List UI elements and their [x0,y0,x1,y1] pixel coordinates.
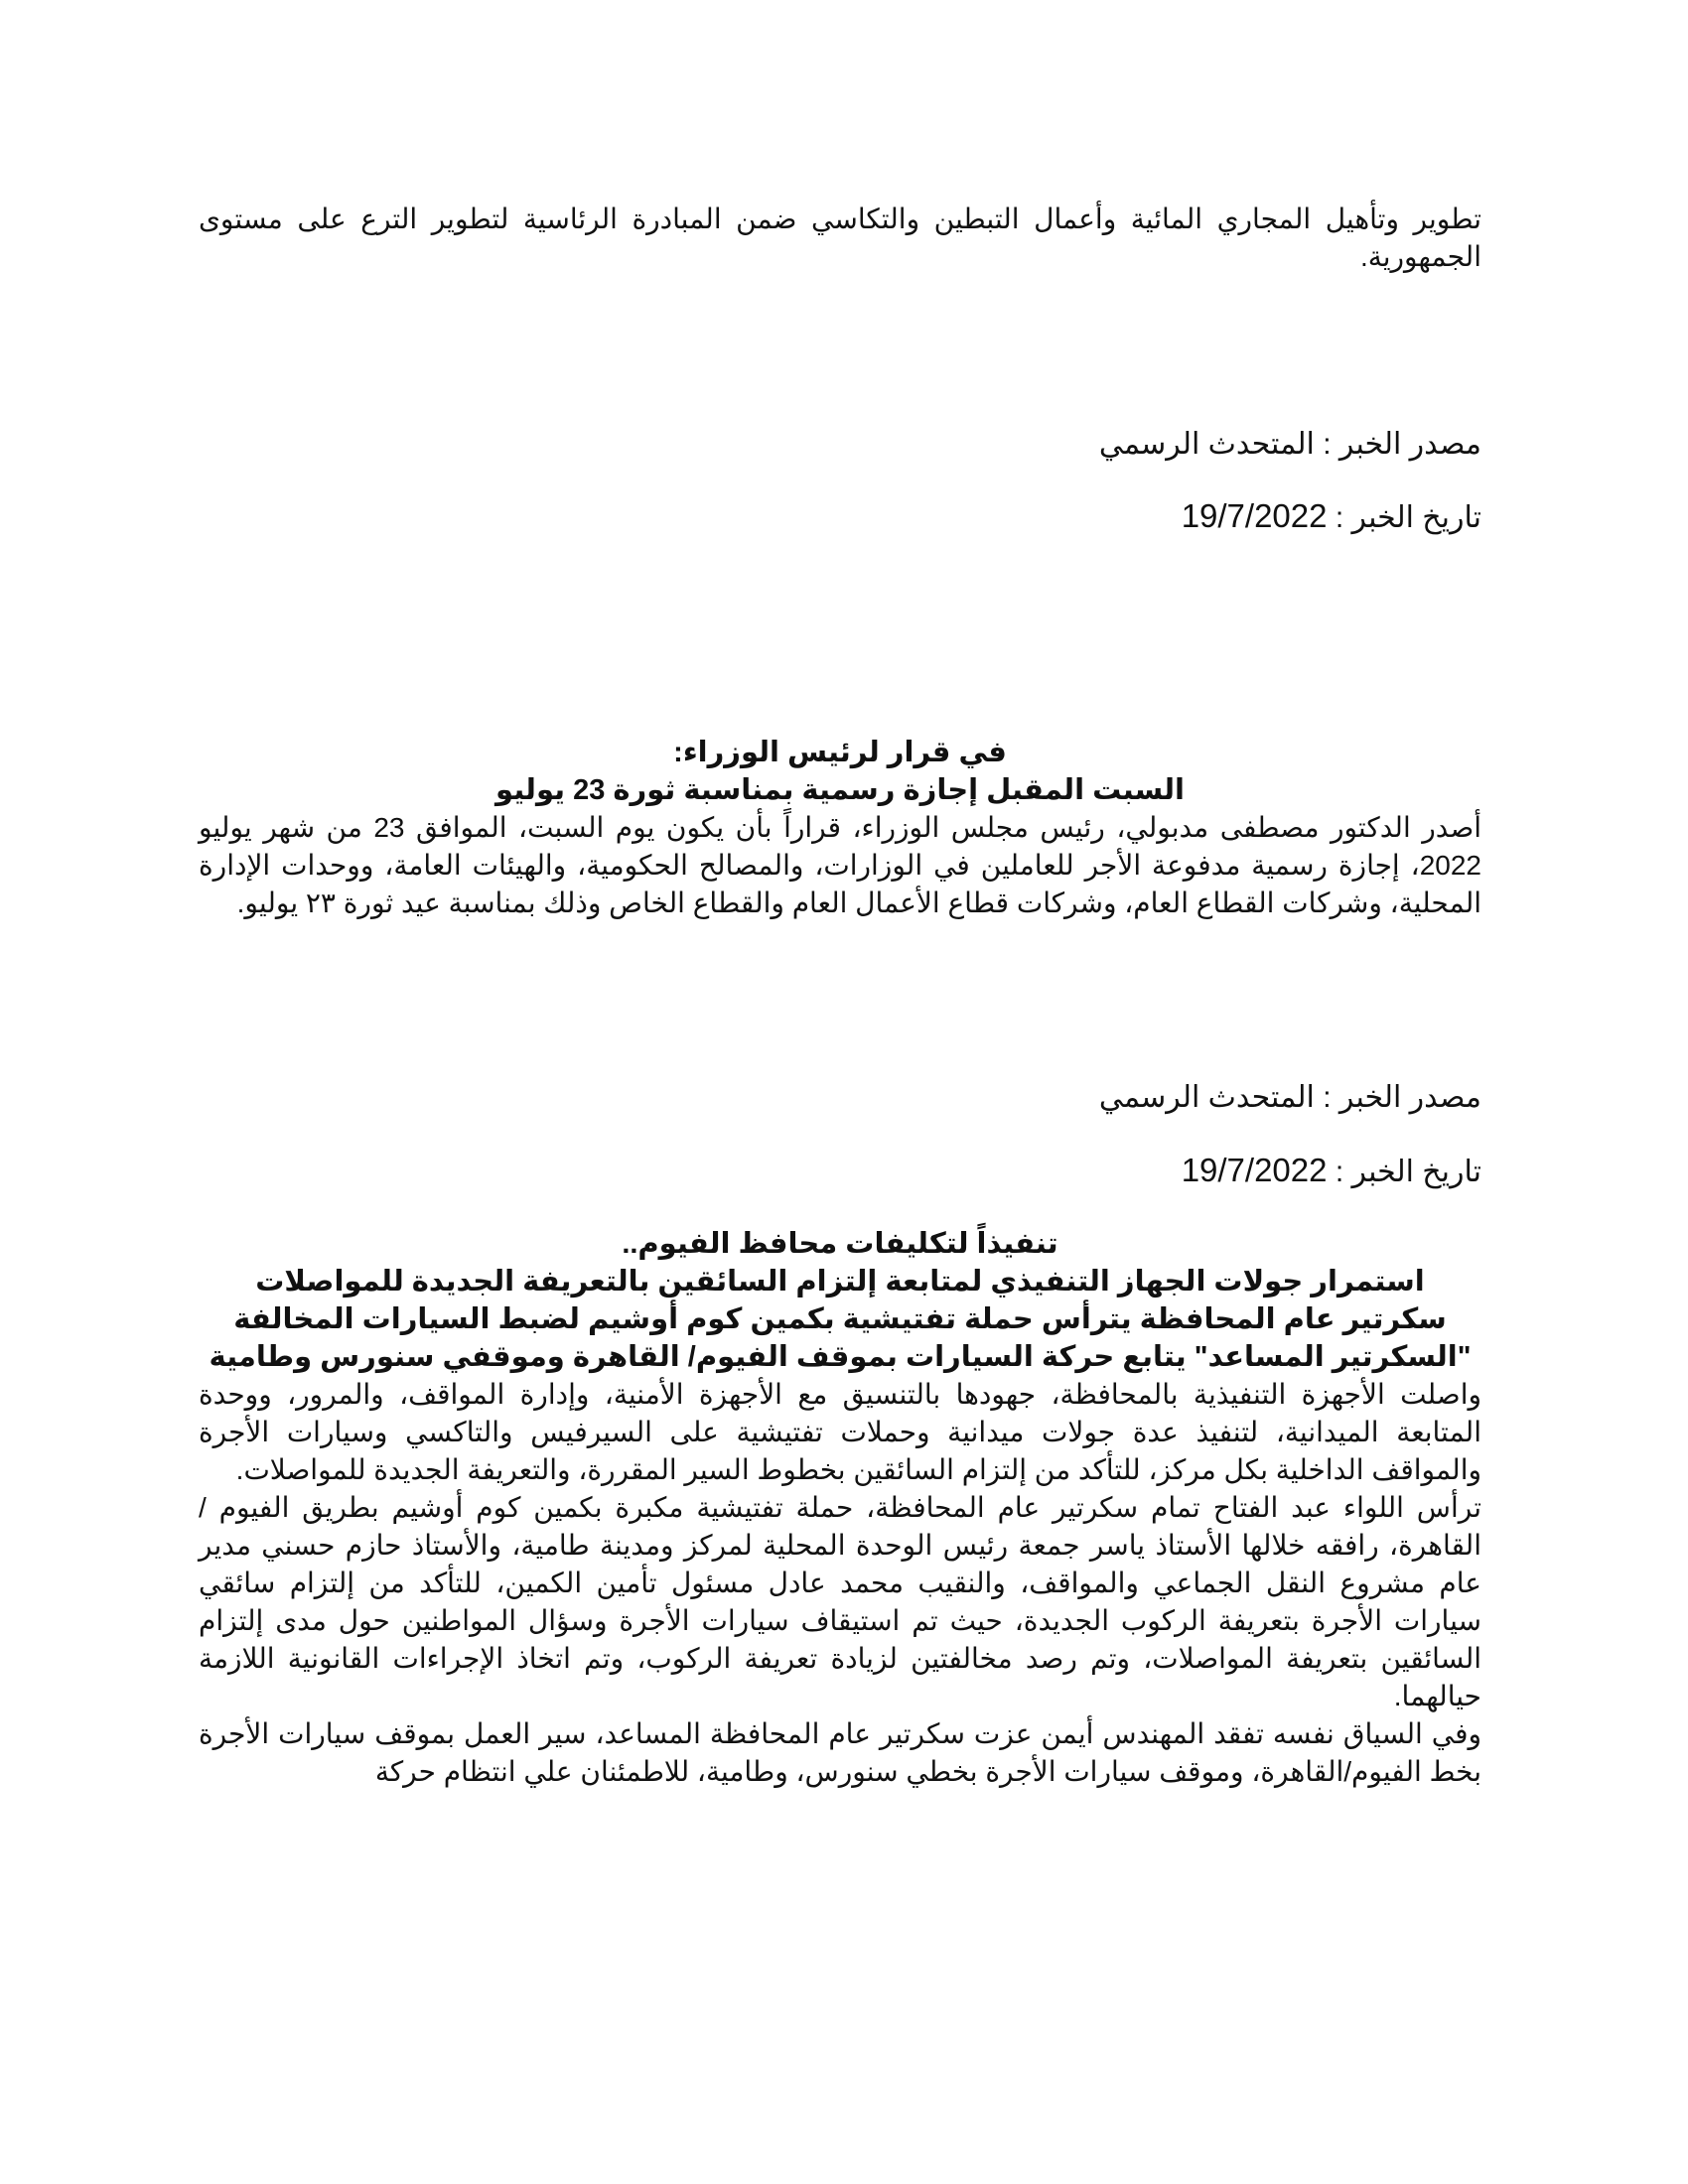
source-line: مصدر الخبر : المتحدث الرسمي [1098,1081,1481,1114]
news-headline: "السكرتير المساعد" يتابع حركة السيارات بموقف الفيوم/ القاهرة وموقفي سنورس وطامية [209,1341,1472,1373]
date-label: تاريخ الخبر : [1335,1156,1481,1188]
news-headline: استمرار جولات الجهاز التنفيذي لمتابعة إلتزام السائقين بالتعريفة الجديدة للمواصلات [255,1266,1425,1297]
news-headline: في قرار لرئيس الوزراء: [673,737,1007,768]
news-paragraph: واصلت الأجهزة التنفيذية بالمحافظة، جهودها بالتنسيق مع الأجهزة الأمنية، وإدارة المواقف، والمرور، ووحدة المتابعة الميدانية، لتنفيذ عدة جولات ميدانية وحملات تفتيشية على السيرفيس والتاكسي وسيارات الأجرة والمواقف الداخلية بكل مركز، للتأكد من إلتزام السائقين بخطوط السير المقررة، والتعريفة الجديدة للمواصلات. [199,1379,1481,1485]
news-item-fayoum [199,1225,1481,1791]
source-line: مصدر الخبر : المتحدث الرسمي [1098,428,1481,461]
news-headline: تنفيذاً لتكليفات محافظ الفيوم.. [622,1228,1058,1260]
news-item-holiday [199,734,1481,922]
news-headline: سكرتير عام المحافظة يترأس حملة تفتيشية بكمين كوم أوشيم لضبط السيارات المخالفة [233,1303,1447,1335]
news-paragraph: ترأس اللواء عبد الفتاح تمام سكرتير عام المحافظة، حملة تفتيشية مكبرة بكمين كوم أوشيم بطريق الفيوم / القاهرة، رافقه خلالها الأستاذ ياسر جمعة رئيس الوحدة المحلية لمركز ومدينة طامية، والأستاذ حازم حسني مدير عام مشروع النقل الجماعي والمواقف، والنقيب محمد عادل مسئول تأمين الكمين، للتأكد من إلتزام سائقي سيارات الأجرة بتعريفة الركوب الجديدة، حيث تم استيقاف سيارات الأجرة وسؤال المواطنين حول مدى إلتزام السائقين بتعريفة المواصلات، وتم رصد مخالفتين لزيادة تعريفة الركوب، وتم اتخاذ الإجراءات القانونية اللازمة حيالهما. [199,1492,1481,1711]
intro-section [199,201,1481,276]
date-value: 19/7/2022 [1181,1152,1328,1188]
date-line [199,496,1481,538]
date-value: 19/7/2022 [1181,497,1328,534]
date-label: تاريخ الخبر : [1335,501,1481,534]
date-line [199,1151,1481,1192]
news-paragraph: وفي السياق نفسه تفقد المهندس أيمن عزت سكرتير عام المحافظة المساعد، سير العمل بموقف سيارات الأجرة بخط الفيوم/القاهرة، وموقف سيارات الأجرة بخطي سنورس، وطامية، للاطمئنان علي انتظام حركة [199,1718,1481,1787]
intro-paragraph: تطوير وتأهيل المجاري المائية وأعمال التبطين والتكاسي ضمن المبادرة الرئاسية لتطوير الترع على مستوى الجمهورية. [199,204,1481,272]
news-source-2 [199,1078,1481,1118]
news-body: أصدر الدكتور مصطفى مدبولي، رئيس مجلس الوزراء، قراراً بأن يكون يوم السبت، الموافق 23 من شهر يوليو 2022، إجازة رسمية مدفوعة الأجر للعاملين في الوزارات، والمصالح الحكومية، والهيئات العامة، ووحدات الإدارة المحلية، وشركات القطاع العام، وشركات قطاع الأعمال العام والقطاع الخاص وذلك بمناسبة عيد ثورة ٢٣ يوليو. [199,812,1481,918]
news-headline: السبت المقبل إجازة رسمية بمناسبة ثورة 23 يوليو [495,774,1185,806]
news-date-2 [199,1151,1481,1192]
news-date-1 [199,496,1481,538]
news-source-1 [199,425,1481,465]
